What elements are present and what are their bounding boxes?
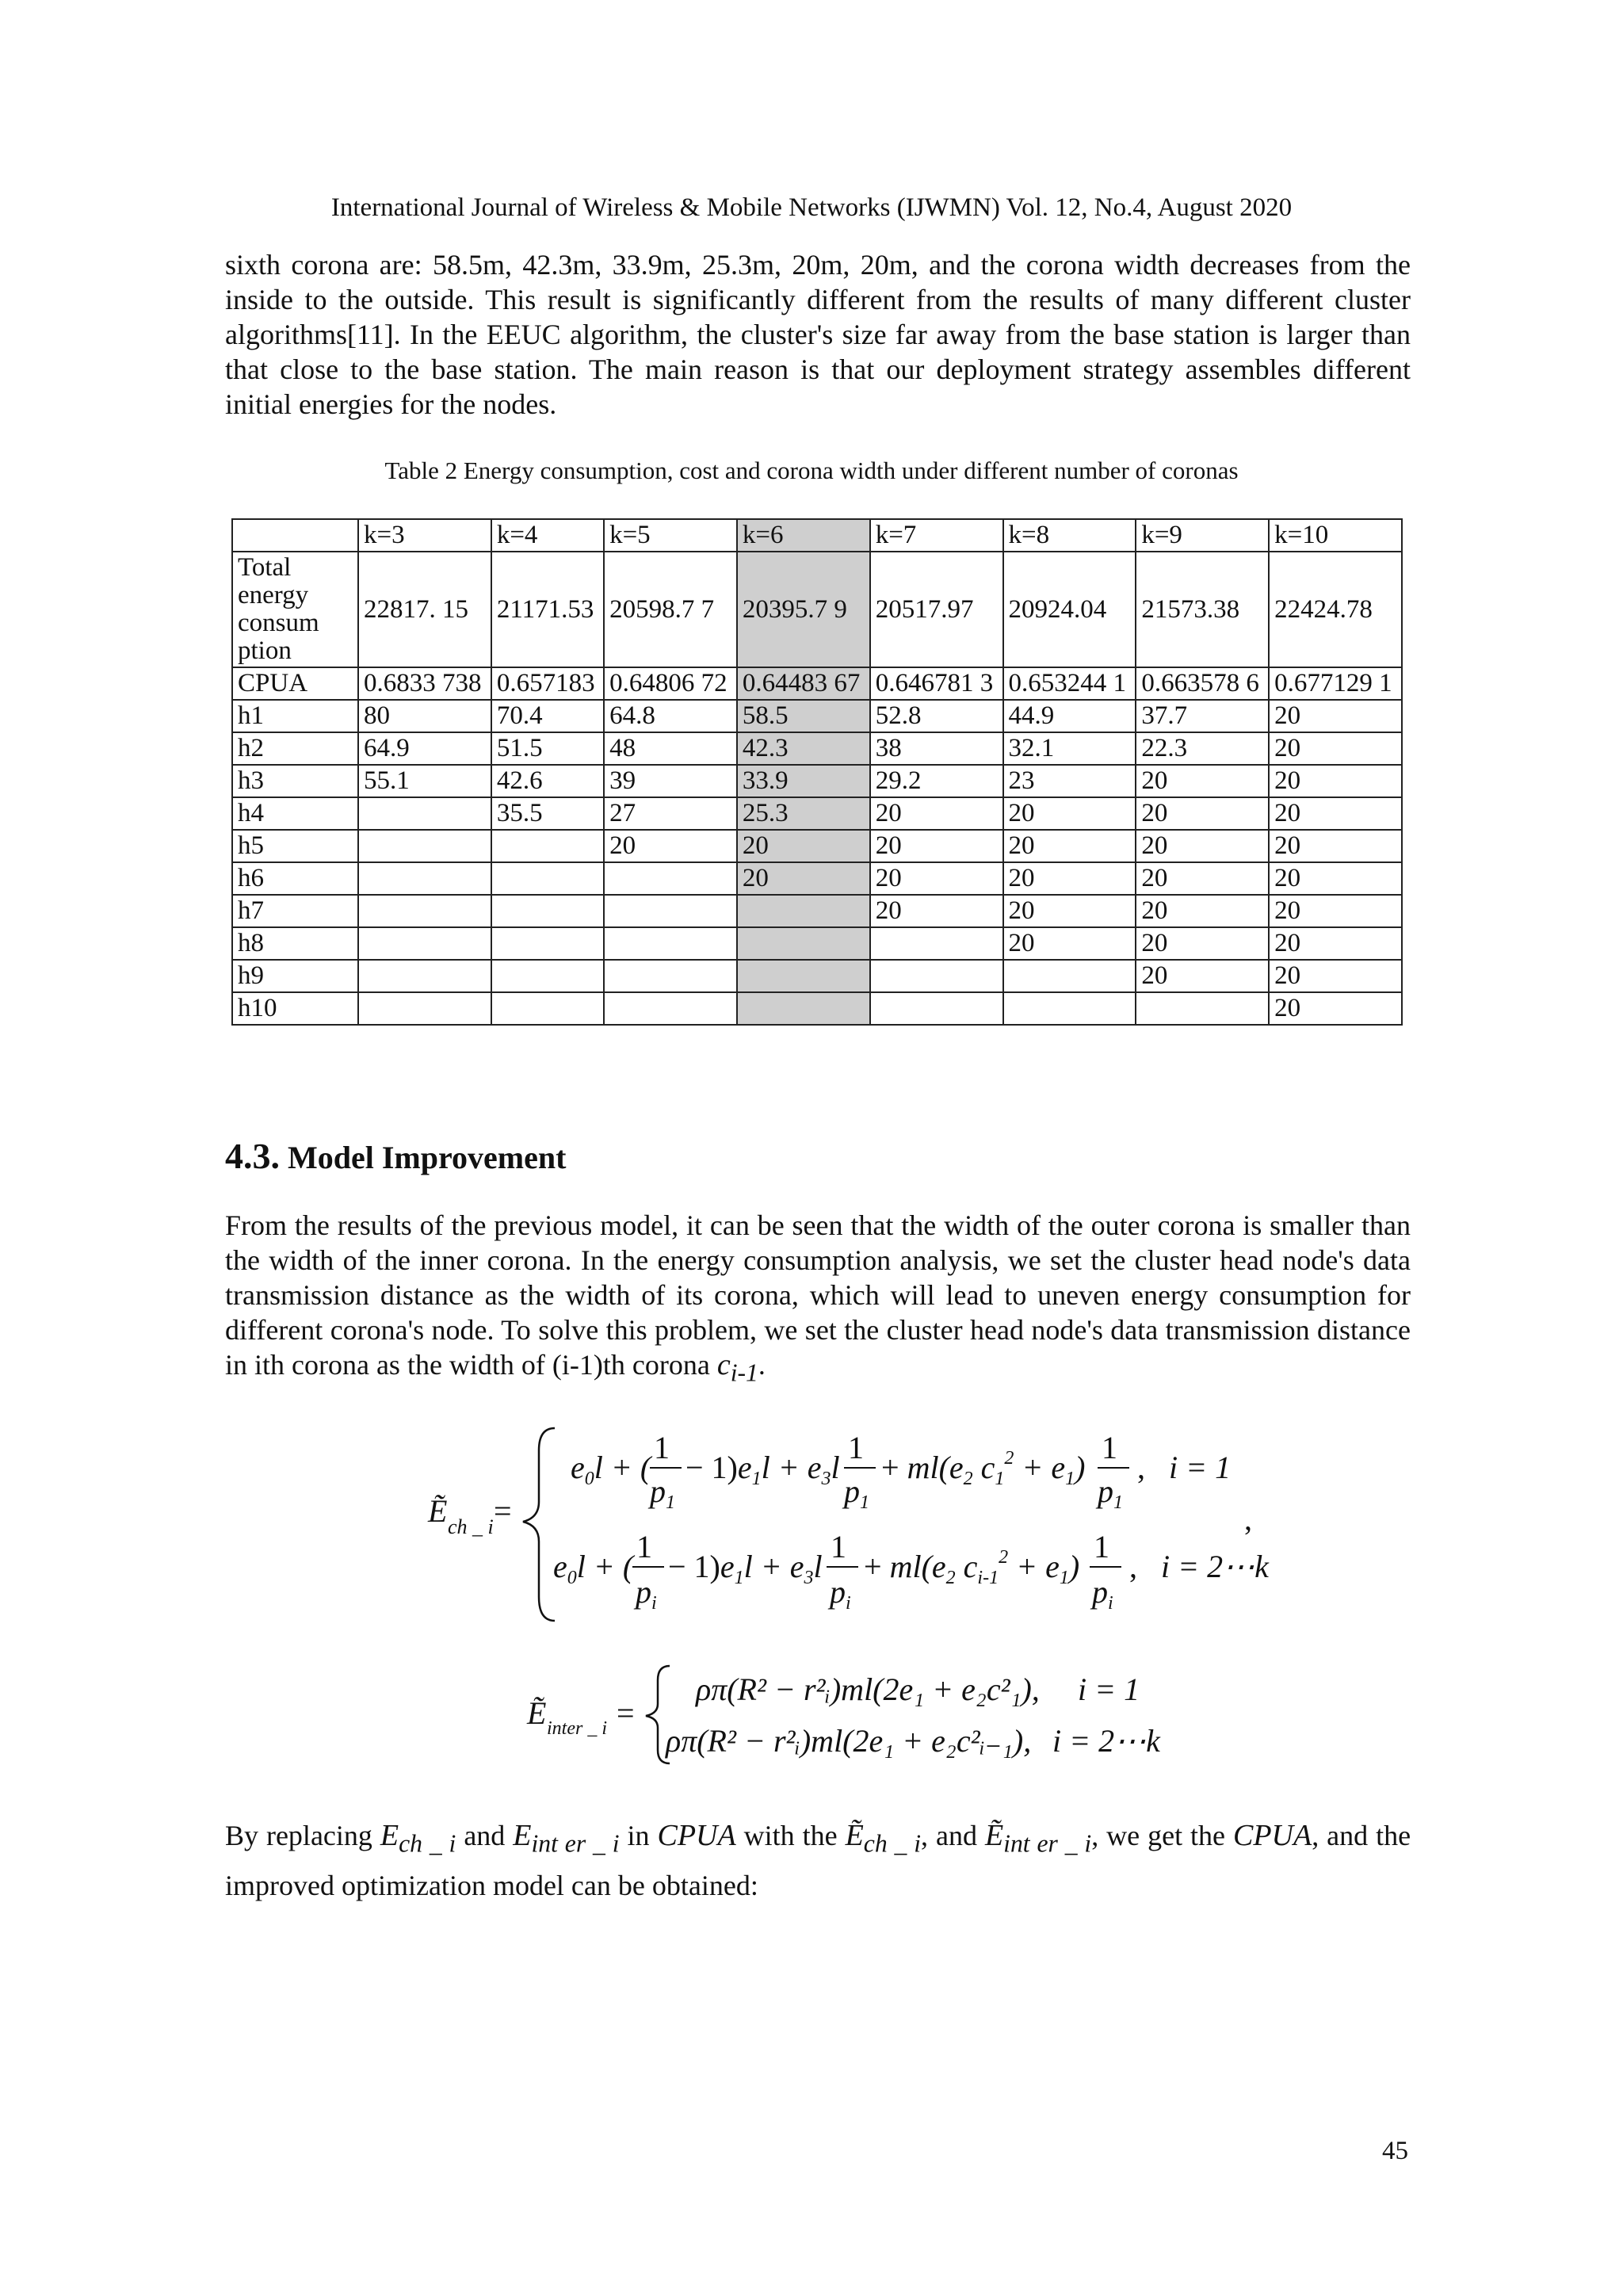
- intro-paragraph: sixth corona are: 58.5m, 42.3m, 33.9m, 25.3m, 20m, 20m, and the corona width decreases from the inside to the outside. This result is significantly different from the results of many different cluster algorithms[11]. In the EEUC algorithm, the cluster's size far away from the base station is larger than that close to the base station. The main reason is that our deployment strategy assembles different initial energies for the nodes.: [225, 249, 1411, 420]
- table-cell: 80: [358, 700, 491, 732]
- table-cell: 20598.7 7: [604, 552, 737, 667]
- table-cell: 0.677129 1: [1269, 667, 1402, 700]
- table-header-cell: k=7: [870, 519, 1003, 552]
- svg-text:1: 1: [654, 1430, 670, 1465]
- table-cell: 35.5: [491, 797, 604, 830]
- table-cell: 0.653244 1: [1003, 667, 1136, 700]
- table-cell: [737, 960, 870, 992]
- table-header-cell: k=6: [737, 519, 870, 552]
- table-cell: [358, 830, 491, 862]
- table-cell: 20: [1136, 797, 1269, 830]
- table-row-label: CPUA: [232, 667, 358, 700]
- table-cell: [604, 895, 737, 927]
- table-cell: [358, 960, 491, 992]
- ech-case1: $e_0l$ + (: [571, 1450, 651, 1489]
- table-cell: 51.5: [491, 732, 604, 765]
- ech-case2: $e_0l$ + (: [553, 1549, 634, 1588]
- ech-case2-cond: i = 2⋯k: [1161, 1549, 1269, 1584]
- table-cell: [491, 992, 604, 1025]
- table-cell: 20: [1269, 895, 1402, 927]
- table-row-label: h1: [232, 700, 358, 732]
- svg-text:− 1)e1l + e3l: − $1)e_1l + e_3l$: [685, 1450, 840, 1489]
- table-caption: Table 2 Energy consumption, cost and corona width under different number of coronas: [384, 457, 1239, 484]
- table-cell: 42.6: [491, 765, 604, 797]
- table-cell: [358, 992, 491, 1025]
- symbol-e-inter: $E_{int er \_ i}$: [513, 1819, 620, 1858]
- table-cell: 20: [1269, 765, 1402, 797]
- table-row: [232, 797, 1402, 830]
- table-header-row: [232, 519, 1402, 552]
- svg-text:pi: $p_i$: [1092, 1574, 1113, 1614]
- table-row: [232, 960, 1402, 992]
- table-cell: [1003, 992, 1136, 1025]
- table-header-cell: k=9: [1136, 519, 1269, 552]
- ech-lhs: Ẽ: [428, 1493, 448, 1529]
- model-paragraph-text: From the results of the previous model, it can be seen that the width of the outer corona is smaller than the width of the inner corona. In the energy consumption analysis, we set the cluster head node's data transmission distance as the width of its corona, which will lead to uneven energy consumption for different corona's node. To solve this problem, we set the cluster head node's data transmission distance in ith corona as the width of (i-1)th corona: [225, 1209, 1411, 1381]
- table-cell: [358, 895, 491, 927]
- table-cell: 20: [870, 797, 1003, 830]
- table-cell: 20: [1269, 700, 1402, 732]
- section-number: 4.3.: [225, 1136, 280, 1176]
- table-cell: 20: [1136, 960, 1269, 992]
- table-cell: 44.9: [1003, 700, 1136, 732]
- svg-text:+ ml(e2 c12 + e1): + $ml(e_2$ $c_1^2 + e_1$): [881, 1448, 1086, 1489]
- table-cell: 0.6833 738: [358, 667, 491, 700]
- table-cell: 32.1: [1003, 732, 1136, 765]
- table-cell: [1003, 960, 1136, 992]
- table-row-label: h10: [232, 992, 358, 1025]
- svg-text:,: ,: [1129, 1549, 1137, 1584]
- equation-einter: [523, 1656, 1205, 1775]
- einter-case1: ρπ(R² − r²ᵢ)ml(2e₁ + e₂c²₁),: [696, 1671, 1040, 1707]
- table-cell: 0.64806 72: [604, 667, 737, 700]
- table-cell: 20: [1003, 895, 1136, 927]
- corona-symbol: $c_{i-1}$: [716, 1348, 758, 1387]
- table-row: [232, 552, 1402, 667]
- table-cell: 22.3: [1136, 732, 1269, 765]
- table-cell: 42.3: [737, 732, 870, 765]
- equation-ech: [412, 1419, 1300, 1633]
- table-cell: [870, 992, 1003, 1025]
- symbol-et-inter: Ẽ$_{int er \_ i}$: [984, 1819, 1092, 1858]
- svg-text:1: 1: [636, 1529, 652, 1564]
- table-cell: 0.657183: [491, 667, 604, 700]
- table-cell: 20: [1269, 732, 1402, 765]
- table-cell: 20: [1269, 992, 1402, 1025]
- table-cell: [491, 895, 604, 927]
- table-row-label: h8: [232, 927, 358, 960]
- table-row-label: Total energy consum ption: [232, 552, 358, 667]
- table-cell: [737, 992, 870, 1025]
- table-row: [232, 765, 1402, 797]
- table-row: [232, 732, 1402, 765]
- table-cell: 64.8: [604, 700, 737, 732]
- svg-text:1: 1: [1094, 1529, 1109, 1564]
- table-cell: [491, 862, 604, 895]
- svg-text:pi: $p_i$: [830, 1574, 851, 1614]
- table-cell: 20: [1003, 797, 1136, 830]
- table-cell: 22424.78: [1269, 552, 1402, 667]
- table-row-label: h9: [232, 960, 358, 992]
- svg-text:1: 1: [831, 1529, 846, 1564]
- section-title: Model Improvement: [288, 1140, 567, 1175]
- table-cell: 0.646781 3: [870, 667, 1003, 700]
- table-cell: 20: [870, 862, 1003, 895]
- table-cell: [491, 927, 604, 960]
- table-cell: [604, 960, 737, 992]
- energy-table: [231, 518, 1403, 1026]
- svg-text:− 1)e1l + e3l: − $1)e_1l + e_3l$: [668, 1549, 823, 1588]
- table-header-cell: k=3: [358, 519, 491, 552]
- replace-paragraph: By replacing $E_{ch \_ i}$ and $E_{int er \_ i}$ in CPUA with the Ẽ$_{ch \_ i}$, and Ẽ$_{int er \_ i}$, we get the CPUA, and the improved optimization model can be obtained:: [225, 1819, 1411, 1901]
- table-cell: 20: [870, 895, 1003, 927]
- table-cell: [604, 992, 737, 1025]
- table-cell: [491, 830, 604, 862]
- table-header-cell: k=10: [1269, 519, 1402, 552]
- table-cell: [604, 927, 737, 960]
- table-cell: 20924.04: [1003, 552, 1136, 667]
- table-cell: [358, 797, 491, 830]
- table-row: [232, 667, 1402, 700]
- ech-case1-cond: i = 1: [1169, 1450, 1232, 1485]
- table-header-cell: k=8: [1003, 519, 1136, 552]
- table-row-label: h2: [232, 732, 358, 765]
- table-cell: 55.1: [358, 765, 491, 797]
- table-cell: 25.3: [737, 797, 870, 830]
- einter-case1-cond: i = 1: [1078, 1671, 1140, 1707]
- svg-text:=: =: [617, 1695, 635, 1731]
- table-cell: 20: [1003, 927, 1136, 960]
- svg-text:pi: $p_i$: [636, 1574, 657, 1614]
- table-cell: 20: [1269, 927, 1402, 960]
- table-cell: 21573.38: [1136, 552, 1269, 667]
- table-corner-cell: [232, 519, 358, 552]
- table-row: [232, 830, 1402, 862]
- running-header: International Journal of Wireless & Mobile Networks (IJWMN) Vol. 12, No.4, August 2020: [330, 193, 1293, 222]
- table-row-label: h6: [232, 862, 358, 895]
- table-cell: 20: [1269, 797, 1402, 830]
- table-cell: 21171.53: [491, 552, 604, 667]
- table-cell: 27: [604, 797, 737, 830]
- table-cell: 0.64483 67: [737, 667, 870, 700]
- svg-text:1: 1: [1102, 1430, 1117, 1465]
- ech-lhs-sub: ch _ i: [448, 1515, 494, 1538]
- svg-text:=: =: [494, 1493, 512, 1529]
- table-cell: [1136, 992, 1269, 1025]
- table-row: [232, 700, 1402, 732]
- einter-lhs-sub: inter _ i: [547, 1718, 607, 1739]
- table-row-label: h5: [232, 830, 358, 862]
- table-row-label: h4: [232, 797, 358, 830]
- table-cell: 20: [1003, 862, 1136, 895]
- table-cell: 22817. 15: [358, 552, 491, 667]
- ech-trailing-comma: ,: [1244, 1501, 1252, 1537]
- table-row: [232, 927, 1402, 960]
- table-cell: 29.2: [870, 765, 1003, 797]
- table-row-label: h7: [232, 895, 358, 927]
- table-cell: 0.663578 6: [1136, 667, 1269, 700]
- table-cell: 33.9: [737, 765, 870, 797]
- table-cell: 20: [870, 830, 1003, 862]
- svg-text:p1: $p_1$: [650, 1473, 675, 1513]
- table-cell: 70.4: [491, 700, 604, 732]
- table-cell: [870, 927, 1003, 960]
- table-cell: 39: [604, 765, 737, 797]
- table-cell: [491, 960, 604, 992]
- table-cell: 52.8: [870, 700, 1003, 732]
- table-cell: 20: [604, 830, 737, 862]
- table-row: [232, 895, 1402, 927]
- table-cell: 20: [1136, 927, 1269, 960]
- table-cell: 20: [1003, 830, 1136, 862]
- table-cell: 64.9: [358, 732, 491, 765]
- table-cell: 48: [604, 732, 737, 765]
- table-cell: 37.7: [1136, 700, 1269, 732]
- brace: [523, 1428, 555, 1621]
- table-cell: 20: [1269, 960, 1402, 992]
- table-cell: 20: [1136, 862, 1269, 895]
- svg-text:,: ,: [1137, 1450, 1145, 1485]
- table-cell: 58.5: [737, 700, 870, 732]
- symbol-e-ch: $E_{ch \_ i}$: [380, 1819, 456, 1858]
- svg-text:p1: $p_1$: [844, 1473, 869, 1513]
- table-row: [232, 862, 1402, 895]
- symbol-et-ch: Ẽ$_{ch \_ i}$: [845, 1819, 922, 1858]
- table-cell: [870, 960, 1003, 992]
- model-paragraph: From the results of the previous model, it can be seen that the width of the outer corona is smaller than the width of the inner corona. In the energy consumption analysis, we set the cluster head node's data transmission distance as the width of its corona, which will lead to uneven energy consumption for different corona's node. To solve this problem, we set the cluster head node's data transmission distance in ith corona as the width of (i-1)th corona $c_{i-1}$.: [225, 1209, 1411, 1387]
- table-header-cell: k=5: [604, 519, 737, 552]
- table-cell: 20: [1136, 830, 1269, 862]
- table-cell: 20: [737, 862, 870, 895]
- table-cell: 20: [737, 830, 870, 862]
- svg-text:+ ml(e2 ci-12 + e1): + $ml(e_2$ $c_{i-1}^2 + e_1$): [864, 1547, 1080, 1588]
- einter-lhs: Ẽ: [527, 1695, 547, 1731]
- table-cell: [358, 862, 491, 895]
- table-cell: 23: [1003, 765, 1136, 797]
- table-header-cell: k=4: [491, 519, 604, 552]
- table-cell: [604, 862, 737, 895]
- table-cell: 20: [1269, 830, 1402, 862]
- table-cell: 20: [1269, 862, 1402, 895]
- table-cell: 20517.97: [870, 552, 1003, 667]
- table-cell: 20: [1136, 765, 1269, 797]
- table-cell: 38: [870, 732, 1003, 765]
- table-cell: 20395.7 9: [737, 552, 870, 667]
- table-cell: 20: [1136, 895, 1269, 927]
- table-cell: [737, 895, 870, 927]
- table-row-label: h3: [232, 765, 358, 797]
- einter-case2-cond: i = 2⋯k: [1052, 1723, 1160, 1759]
- table-cell: [358, 927, 491, 960]
- table-row: [232, 992, 1402, 1025]
- einter-case2: ρπ(R² − r²ᵢ)ml(2e₁ + e₂c²ᵢ₋₁),: [666, 1723, 1032, 1759]
- table-cell: [737, 927, 870, 960]
- section-heading: [225, 1135, 566, 1177]
- svg-text:1: 1: [848, 1430, 864, 1465]
- page-number: 45: [1382, 2137, 1408, 2165]
- svg-text:p1: $p_1$: [1098, 1473, 1123, 1513]
